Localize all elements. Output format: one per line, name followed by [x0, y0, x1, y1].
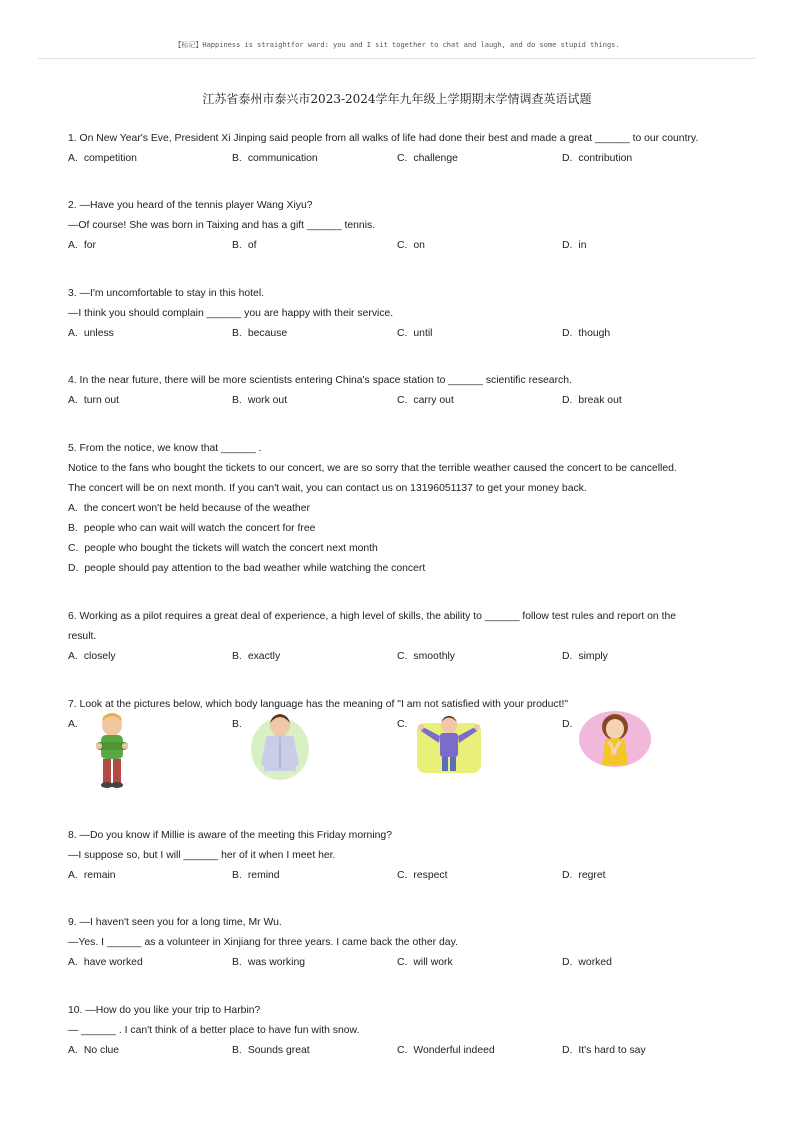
question-stem: 9. —I haven't seen you for a long time, Mr Wu. [68, 917, 282, 928]
option-c[interactable]: C. smoothly [397, 651, 455, 662]
option-a[interactable]: A. unless [68, 328, 114, 339]
option-c[interactable]: C. Wonderful indeed [397, 1045, 495, 1056]
question-1 [68, 129, 728, 169]
option-d[interactable]: D. simply [562, 651, 608, 662]
question-stem: —I suppose so, but I will ______ her of it when I meet her. [68, 850, 336, 861]
question-8 [68, 826, 728, 886]
option-b[interactable]: B. work out [232, 395, 288, 406]
question-7 [68, 695, 728, 795]
document-title: 江苏省泰州市泰兴市2023-2024学年九年级上学期期末学情调查英语试题 [202, 92, 592, 106]
option-row [68, 953, 728, 973]
question-stem: 3. —I'm uncomfortable to stay in this hotel. [68, 288, 265, 299]
option-row [68, 1041, 728, 1061]
option-c[interactable]: C. people who bought the tickets will watch the concert next month [68, 543, 378, 554]
option-d[interactable]: D. break out [562, 395, 622, 406]
question-5 [68, 439, 728, 579]
question-2 [68, 196, 728, 256]
option-b[interactable]: B. [232, 715, 392, 795]
question-stem: result. [68, 631, 97, 642]
question-3 [68, 284, 728, 344]
boy-arms-crossed-illustration [90, 713, 134, 791]
notice-text: Notice to the fans who bought the tickets to our concert, we are so sorry that the terrible weather caused the concert to be cancelled. [68, 463, 677, 474]
option-d[interactable]: D. contribution [562, 153, 633, 164]
option-row [68, 149, 728, 169]
option-d[interactable]: D. people should pay attention to the bad weather while watching the concert [68, 563, 426, 574]
option-b[interactable]: B. exactly [232, 651, 281, 662]
question-6 [68, 607, 728, 667]
question-stem: 4. In the near future, there will be more scientists entering China's space station to ______ scientific research. [68, 375, 572, 386]
question-stem: —I think you should complain ______ you are happy with their service. [68, 308, 394, 319]
option-c[interactable]: C. [397, 715, 557, 795]
question-stem: — ______ . I can't think of a better place to have fun with snow. [68, 1025, 360, 1036]
option-c[interactable]: C. respect [397, 870, 448, 881]
option-d[interactable]: D. worked [562, 957, 612, 968]
option-a[interactable]: A. [68, 715, 228, 795]
question-stem: —Yes. I ______ as a volunteer in Xinjiang for three years. I came back the other day. [68, 937, 458, 948]
man-arms-down-illustration [250, 711, 310, 781]
option-c[interactable]: C. carry out [397, 395, 454, 406]
question-4 [68, 371, 728, 411]
option-a[interactable]: A. have worked [68, 957, 143, 968]
question-stem: —Of course! She was born in Taixing and has a gift ______ tennis. [68, 220, 376, 231]
option-d[interactable]: D. [562, 715, 722, 795]
option-c[interactable]: C. on [397, 240, 425, 251]
question-stem: 2. —Have you heard of the tennis player Wang Xiyu? [68, 200, 313, 211]
option-b[interactable]: B. Sounds great [232, 1045, 310, 1056]
option-d[interactable]: D. It's hard to say [562, 1045, 646, 1056]
option-a[interactable]: A. competition [68, 153, 137, 164]
question-stem: 10. —How do you like your trip to Harbin? [68, 1005, 261, 1016]
header-divider [38, 58, 756, 59]
option-d[interactable]: D. in [562, 240, 587, 251]
option-b[interactable]: B. remind [232, 870, 280, 881]
option-a[interactable]: A. closely [68, 651, 116, 662]
option-b[interactable]: B. was working [232, 957, 305, 968]
option-d[interactable]: D. regret [562, 870, 606, 881]
option-b[interactable]: B. of [232, 240, 257, 251]
man-arms-spread-illustration [413, 713, 485, 775]
question-stem: 7. Look at the pictures below, which body language has the meaning of "I am not satisfied with your product!" [68, 699, 569, 710]
picture-options [68, 715, 728, 795]
option-row [68, 647, 728, 667]
girl-hands-clasped-illustration [578, 709, 652, 771]
question-10 [68, 1001, 728, 1061]
option-b[interactable]: B. people who can wait will watch the concert for free [68, 523, 316, 534]
notice-text: The concert will be on next month. If you can't wait, you can contact us on 13196051137 to get your money back. [68, 483, 587, 494]
option-a[interactable]: A. for [68, 240, 96, 251]
option-d[interactable]: D. though [562, 328, 611, 339]
question-stem: 1. On New Year's Eve, President Xi Jinping said people from all walks of life had done their best and made a great ______ to our country. [68, 133, 699, 144]
option-a[interactable]: A. No clue [68, 1045, 120, 1056]
option-c[interactable]: C. challenge [397, 153, 458, 164]
option-a[interactable]: A. the concert won't be held because of the weather [68, 503, 310, 514]
option-c[interactable]: C. until [397, 328, 433, 339]
option-row [68, 236, 728, 256]
question-stem: 6. Working as a pilot requires a great deal of experience, a high level of skills, the ability to ______ follow test rules and report on the [68, 611, 677, 622]
option-row [68, 391, 728, 411]
option-a[interactable]: A. remain [68, 870, 116, 881]
option-row [68, 866, 728, 886]
question-9 [68, 913, 728, 973]
header-note: 【标记】Happiness is straightfor ward: you and I sit together to chat and laugh, and do some stupid things. [174, 41, 620, 49]
option-b[interactable]: B. communication [232, 153, 318, 164]
option-c[interactable]: C. will work [397, 957, 453, 968]
option-b[interactable]: B. because [232, 328, 288, 339]
option-a[interactable]: A. turn out [68, 395, 120, 406]
option-row [68, 324, 728, 344]
question-stem: 5. From the notice, we know that ______ . [68, 443, 262, 454]
question-stem: 8. —Do you know if Millie is aware of the meeting this Friday morning? [68, 830, 392, 841]
